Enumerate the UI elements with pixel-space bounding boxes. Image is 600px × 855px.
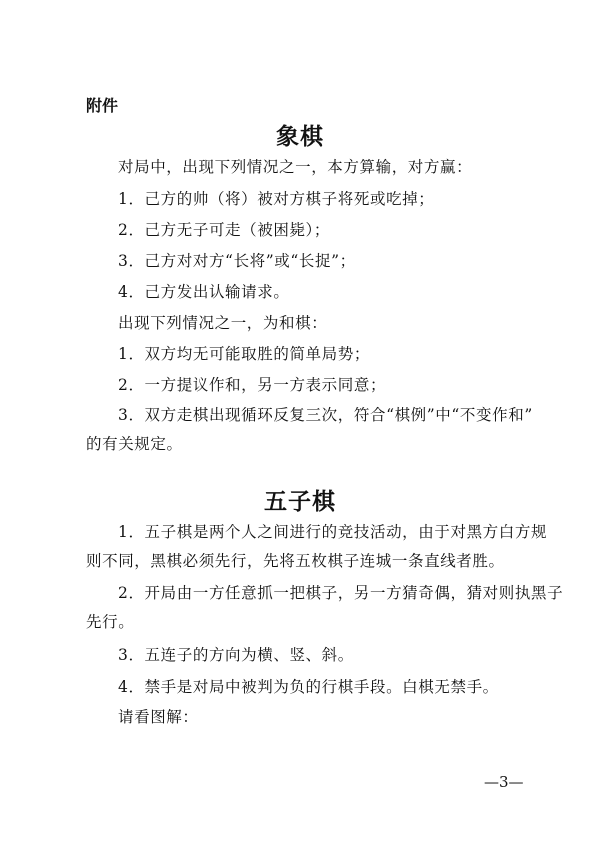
gomoku-line: 则不同，黑棋必须先行，先将五枚棋子连城一条直线者胜。 [86, 552, 505, 570]
xiangqi-line: 的有关规定。 [86, 435, 183, 453]
gomoku-line: 2．开局由一方任意抓一把棋子，另一方猜奇偶，猜对则执黑子 [118, 584, 564, 602]
xiangqi-line: 3．双方走棋出现循环反复三次，符合“棋例”中“不变作和” [118, 406, 533, 424]
xiangqi-line: 1．己方的帅（将）被对方棋子将死或吃掉； [118, 190, 435, 208]
gomoku-line: 先行。 [86, 613, 135, 631]
xiangqi-line: 2．己方无子可走（被困毙）； [118, 221, 331, 239]
xiangqi-line: 3．己方对对方“长将”或“长捉”； [118, 252, 356, 270]
section-title-xiangqi: 象棋 [276, 123, 324, 150]
gomoku-line: 4．禁手是对局中被判为负的行棋手段。白棋无禁手。 [118, 678, 499, 696]
gomoku-line: 3．五连子的方向为横、竖、斜。 [118, 646, 354, 664]
xiangqi-line: 出现下列情况之一，为和棋： [118, 314, 328, 332]
section-title-gomoku: 五子棋 [264, 488, 336, 515]
xiangqi-line: 对局中，出现下列情况之一，本方算输，对方赢： [118, 158, 473, 176]
xiangqi-line: 2．一方提议作和，另一方表示同意； [118, 376, 387, 394]
xiangqi-line: 1．双方均无可能取胜的简单局势； [118, 345, 370, 363]
gomoku-line: 1．五子棋是两个人之间进行的竞技活动，由于对黑方白方规 [118, 523, 548, 541]
page-number: —3— [484, 773, 524, 791]
attachment-label: 附件 [86, 96, 119, 115]
xiangqi-line: 4．己方发出认输请求。 [118, 283, 290, 301]
gomoku-line: 请看图解： [118, 708, 199, 726]
